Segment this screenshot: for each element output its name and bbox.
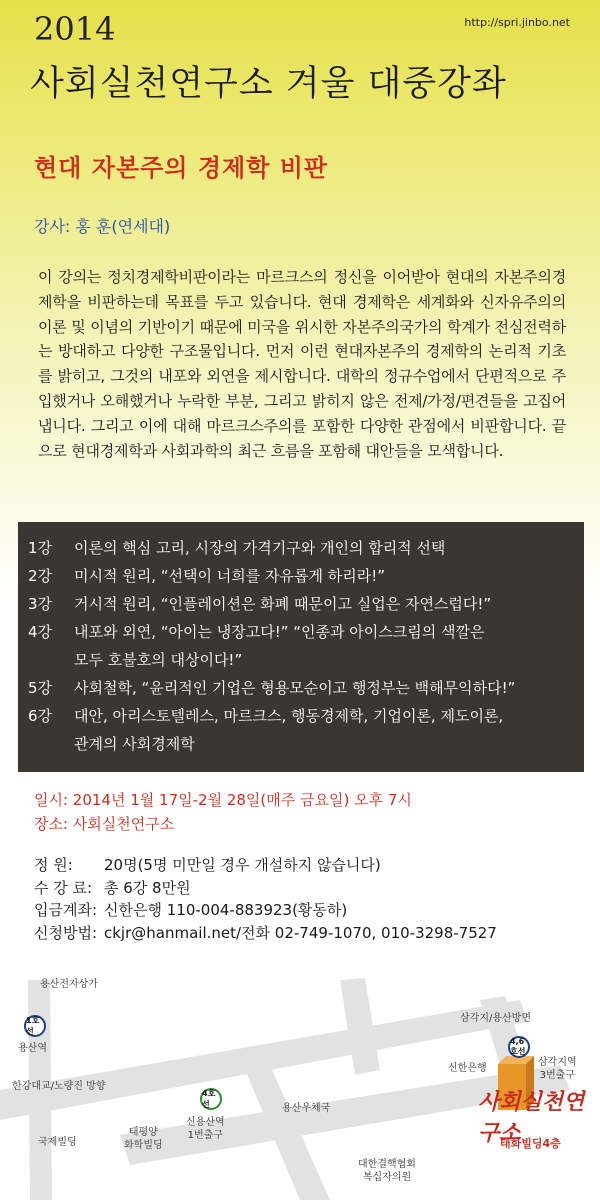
lesson-number: 2강: [28, 567, 53, 585]
map-label-gukje: 국제빌딩: [38, 1137, 77, 1148]
map-label-samgakji-exit: 삼각지역 3번출구: [538, 1057, 577, 1081]
lesson-number: 4강: [28, 623, 53, 641]
location-map: [0, 960, 600, 1200]
capacity-row: [34, 854, 497, 877]
lesson-text: 대안, 아리스토텔레스, 마르크스, 행동경제학, 기업이론, 제도이론,: [74, 707, 504, 725]
schedule-datetime: 일시: 2014년 1월 17일-2월 28일(매주 금요일) 오후 7시: [34, 791, 412, 809]
lesson-1: [28, 534, 584, 562]
lesson-6-continued: 관계의 사회경제학: [74, 735, 195, 753]
site-url[interactable]: http://spri.jinbo.net: [464, 16, 570, 29]
lesson-text: 미시적 원리, “선택이 너희를 자유롭게 하리라!”: [74, 567, 385, 585]
brand-building: 태화빌딩4층: [500, 1137, 561, 1150]
lesson-5: [28, 674, 584, 702]
map-label-hospital: 대한결핵협회 복십자의원: [358, 1159, 416, 1183]
lecturer: 강사: 홍 훈(연세대): [34, 217, 171, 236]
schedule-place: 장소: 사회실천연구소: [34, 815, 175, 833]
lesson-text: 내포와 외연, “아이는 냉장고다!” “인종과 아이스크림의 색깔은: [74, 623, 485, 641]
capacity-value: 20명(5명 미만일 경우 개설하지 않습니다): [104, 856, 381, 874]
fee-row: [34, 877, 497, 900]
capacity-label: 정 원:: [34, 856, 73, 874]
lesson-2: [28, 562, 584, 590]
map-label-shinhan: 신한은행: [448, 1063, 487, 1074]
line1-station-icon: 1호선: [24, 1015, 46, 1037]
map-label-post-office: 용산우체국: [282, 1103, 331, 1114]
account-label: 입금계좌:: [34, 901, 98, 919]
map-label-hangang: 한강대교/노량진 방향: [12, 1081, 106, 1092]
schedule: [34, 788, 412, 836]
lesson-6: [28, 702, 584, 730]
lesson-4-continued: 모두 호불호의 대상이다!”: [74, 651, 243, 669]
fee-value: 총 6강 8만원: [104, 878, 191, 897]
lesson-4: [28, 618, 584, 646]
map-label-samgakji-direction: 삼각지/용산방면: [460, 1013, 531, 1024]
lesson-text: 거시적 원리, “인플레이션은 화폐 때문이고 실업은 자연스럽다!”: [74, 595, 492, 613]
lesson-number: 1강: [28, 539, 53, 557]
lesson-number: 6강: [28, 707, 53, 725]
brand-logo: 사회실천연구소: [478, 1089, 585, 1146]
line46-station-icon: 4,6호선: [508, 1036, 530, 1058]
map-label-sinyongsan: 신용산역 1번출구: [186, 1117, 225, 1141]
lecture-subtitle: 현대 자본주의 경제학 비판: [34, 154, 329, 182]
lesson-3: [28, 590, 584, 618]
account-row: [34, 899, 497, 922]
map-label-taepyeongyang: 태평양 화학빌딩: [124, 1127, 163, 1151]
registration-info: [34, 854, 497, 944]
intro-text: 이 강의는 정치경제학비판이라는 마르크스의 정신을 이어받아 현대의 자본주의경제학을 비판하는데 목표를 두고 있습니다. 현대 경제학은 세계화와 신자유주의의 이론 및 이념의 기반이기 때문에 미국을 위시한 자본주의국가의 학계가 전심전력하는 방대하고 다양한 구조물입니다. 먼저 이런 현대자본주의 경제학의 논리적 기초를 밝히고, 그것의 내포와 외연을 제시합니다. 대학의 정규수업에서 단편적으로 주입했거나 오해했거나 누락한 부분, 그리고 밝히지 않은 전제/가정/편견들을 고집어냅니다. 그리고 이에 대해 마르크스주의를 포함한 다양한 관점에서 비판합니다. 끝으로 현대경제학과 사회과학의 최근 흐름을 포함해 대안들을 모색합니다.: [38, 268, 566, 460]
lesson-number: 5강: [28, 679, 53, 697]
lesson-number: 3강: [28, 595, 53, 613]
apply-label: 신청방법:: [34, 923, 98, 942]
map-label-yongsan-station: 용산역: [18, 1043, 47, 1054]
account-value: 신한은행 110-004-883923(황동하): [104, 901, 348, 919]
line4-station-icon: 4호선: [200, 1088, 222, 1110]
lesson-text: 사회철학, “윤리적인 기업은 형용모순이고 행정부는 백해무익하다!”: [74, 679, 516, 697]
year: 2014: [34, 10, 116, 48]
fee-label: 수 강 료:: [34, 878, 93, 897]
page-title: 사회실천연구소 겨울 대중강좌: [30, 64, 507, 104]
curriculum-box: [18, 522, 584, 772]
lesson-text: 이론의 핵심 고리, 시장의 가격기구와 개인의 합리적 선택: [74, 539, 446, 557]
apply-row: [34, 922, 497, 945]
map-label-yongsan-electronics: 용산전자상가: [40, 979, 98, 990]
apply-value[interactable]: ckjr@hanmail.net/전화 02-749-1070, 010-3298-7527: [104, 923, 497, 942]
